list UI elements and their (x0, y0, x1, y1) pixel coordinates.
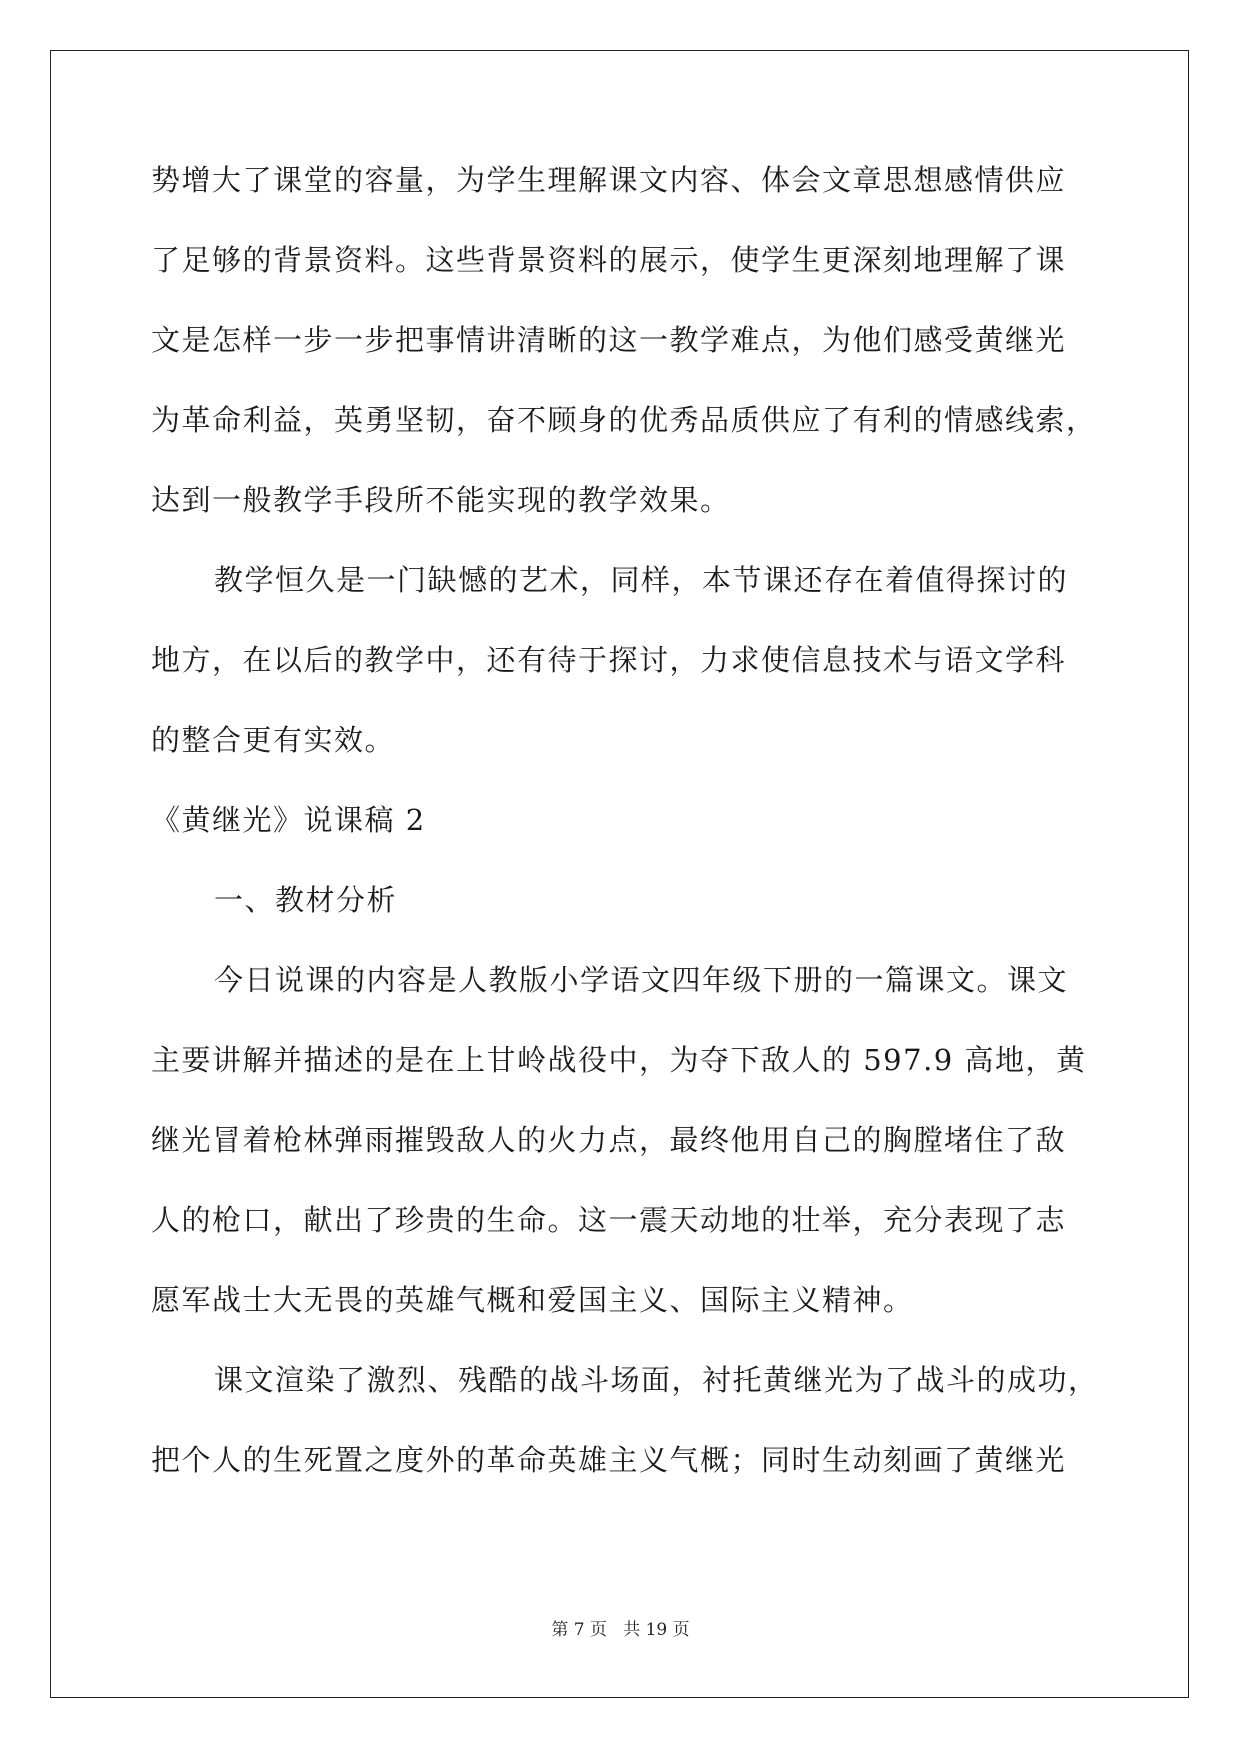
body-line: 把个人的生死置之度外的革命英雄主义气概；同时生动刻画了黄继光 (151, 1443, 1067, 1477)
body-line: 愿军战士大无畏的英雄气概和爱国主义、国际主义精神。 (151, 1283, 914, 1317)
body-line: 主要讲解并描述的是在上甘岭战役中，为夺下敌人的 597.9 高地，黄 (151, 1043, 1087, 1077)
body-line: 达到一般教学手段所不能实现的教学效果。 (151, 483, 731, 517)
page-body (151, 163, 1099, 1526)
body-line: 的整合更有实效。 (151, 723, 396, 757)
subsection-heading: 一、教材分析 (214, 883, 398, 917)
page-number-footer: 第 7 页 共 19 页 (551, 1620, 690, 1640)
paragraph-start: 课文渲染了激烈、残酷的战斗场面，衬托黄继光为了战斗的成功， (214, 1363, 1099, 1397)
body-line: 地方，在以后的教学中，还有待于探讨，力求使信息技术与语文学科 (151, 643, 1067, 677)
body-line: 势增大了课堂的容量，为学生理解课文内容、体会文章思想感情供应 (151, 163, 1067, 197)
paragraph-start: 教学恒久是一门缺憾的艺术，同样，本节课还存在着值得探讨的 (214, 563, 1069, 597)
body-line: 文是怎样一步一步把事情讲清晰的这一教学难点，为他们感受黄继光 (151, 323, 1067, 357)
body-line: 人的枪口，献出了珍贵的生命。这一震天动地的壮举，充分表现了志 (151, 1203, 1067, 1237)
body-line: 为革命利益，英勇坚韧，奋不顾身的优秀品质供应了有利的情感线索， (151, 403, 1097, 437)
body-line: 继光冒着枪林弹雨摧毁敌人的火力点，最终他用自己的胸膛堵住了敌 (151, 1123, 1067, 1157)
paragraph-start: 今日说课的内容是人教版小学语文四年级下册的一篇课文。课文 (214, 963, 1069, 997)
body-line: 了足够的背景资料。这些背景资料的展示，使学生更深刻地理解了课 (151, 243, 1067, 277)
section-title: 《黄继光》说课稿 2 (151, 803, 426, 837)
